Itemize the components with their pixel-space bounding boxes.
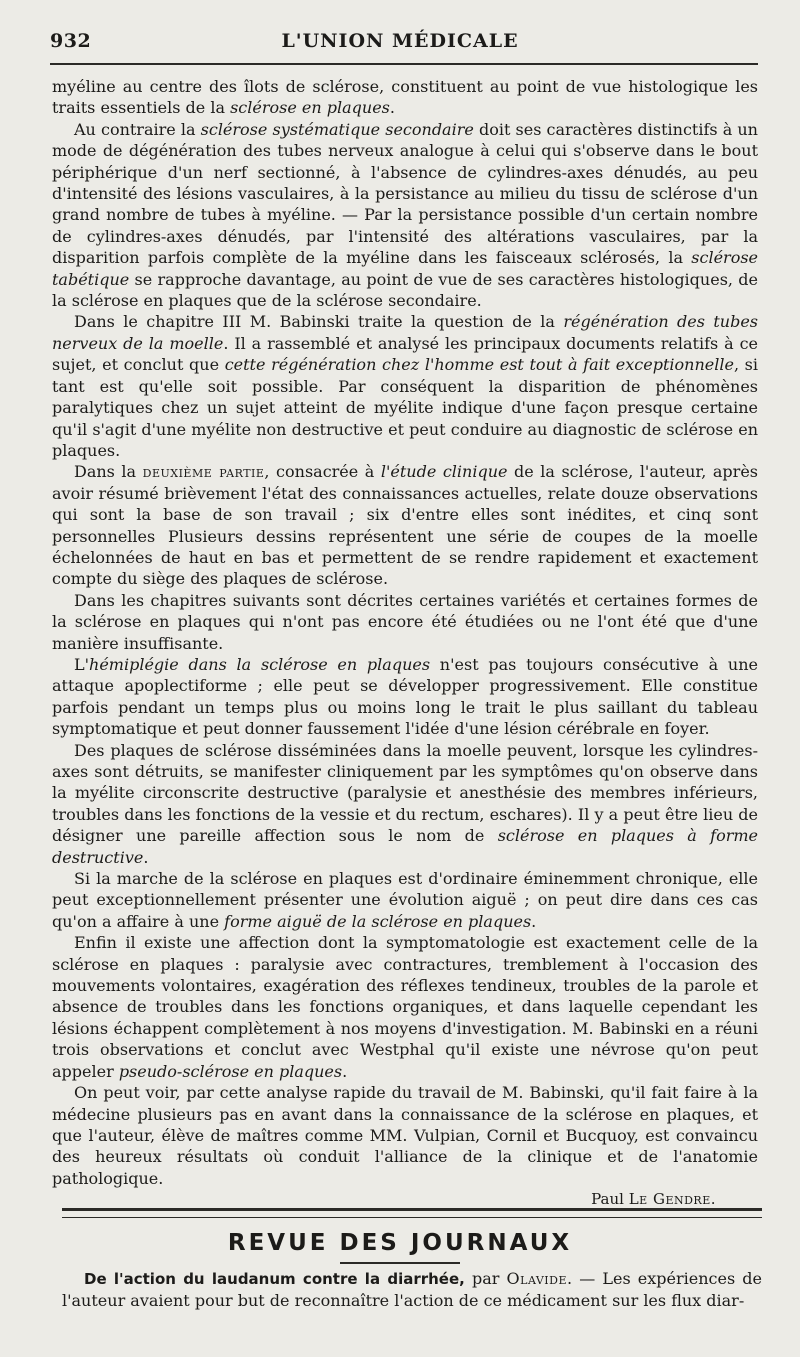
paragraph-text: Dans la: [74, 462, 143, 482]
paragraph-text: On peut voir, par cette analyse rapide du travail de M. Babinski, qu'il fait faire à la médecine plusieurs pas en avant dans la connaissance de la sclérose en plaques, et que l'auteur, élève de maîtres comme MM. Vulpian, Cornil et Bucquoy, est convaincu des heureux résultats où conduit l'alliance de la clinique et de l'anatomie pathologique.: [52, 1083, 758, 1188]
paragraph-text: Au contraire la: [74, 119, 201, 139]
paragraph-text: .: [342, 1061, 348, 1081]
small-caps-text: deuxième partie: [142, 462, 265, 482]
review-author: Olavide: [506, 1269, 568, 1288]
article-paragraph: [52, 932, 758, 1082]
article-paragraph: [52, 654, 758, 740]
paragraph-text: L': [74, 654, 90, 674]
paragraph-text: Des plaques de sclérose disséminées dans la moelle peuvent, lorsque les cylindres-axes sont détruits, se manifester cliniquement par les symptômes qu'on observe dans la myélite circonscrite destructive (paralysie et anesthésie des membres inférieurs, troubles dans les fonctions de la vessie et du rectum, eschares). Il y a peut être lieu de désigner une pareille affection sous le nom de: [52, 740, 758, 846]
italic-text: l'étude clinique: [380, 462, 508, 482]
paragraph-text: Dans les chapitres suivants sont décrites certaines variétés et certaines formes de la sclérose en plaques qui n'ont pas encore été étudiées ou ne l'ont été que d'une manière insuffisante.: [52, 590, 758, 653]
signature-last-name: Le Gendre.: [628, 1190, 716, 1209]
paragraph-text: se rapproche davantage, au point de vue de ses caractères histologiques, de la sclérose en plaques que de la sclérose secondaire.: [52, 269, 758, 311]
paragraph-text: Enfin il existe une affection dont la symptomatologie est exactement celle de la sclérose en plaques : paralysie avec contractures, tremblement à l'occasion des mouvements volontaires, exagération des réflexes tendineux, troubles de la parole et absence de troubles dans les fonctions organiques, et dans laquelle cependant les lésions échappent complètement à nos moyens d'investigation. M. Babinski en a réuni trois observations et conclut avec Westphal qu'il existe une névrose qu'on peut appeler: [52, 933, 758, 1081]
journal-review: [62, 1268, 762, 1312]
italic-text: forme aiguë de la sclérose en plaques: [224, 911, 532, 931]
running-head: [0, 30, 800, 56]
article-paragraph: [52, 590, 758, 654]
review-title: De l'action du laudanum contre la diarrhée,: [84, 1270, 465, 1288]
article-paragraph: [52, 311, 758, 461]
paragraph-text: de la sclérose, l'auteur, après avoir résumé brièvement l'état des connaissances actuelles, relate douze observations qui sont la base de son travail ; six d'entre elles sont inédites, et cinq sont personnelles Plusieurs dessins représentent une série de coupes de la moelle échelonnées de haut en bas et permettent de se rendre rapidement et exactement compte du siège des plaques de sclérose.: [52, 462, 759, 589]
article-paragraph: [52, 740, 758, 868]
article-paragraph: [52, 461, 758, 589]
review-by: par: [464, 1269, 507, 1288]
article-paragraph: [52, 1082, 758, 1189]
italic-text: sclérose en plaques: [230, 98, 390, 118]
header-rule: [50, 63, 758, 65]
italic-text: sclérose systématique secondaire: [200, 119, 474, 139]
italic-text: sclérose en plaques à forme destructive: [52, 826, 759, 867]
journal-title: L'UNION MÉDICALE: [281, 30, 519, 52]
paragraph-text: .: [531, 911, 537, 931]
article-paragraph: [52, 868, 758, 932]
paragraph-list: [52, 76, 758, 1189]
paragraph-text: .: [389, 98, 395, 118]
paragraph-text: , si tant est qu'elle soit possible. Par conséquent la disparition de phénomènes paralytiques chez un sujet atteint de myélite indique d'une façon presque certaine qu'il s'agit d'une myélite non destructive et peut conduire au diagnostic de sclérose en plaques.: [52, 355, 759, 460]
paragraph-text: .: [143, 847, 149, 867]
paragraph-text: doit ses caractères distinctifs à un mode de dégénération des tubes nerveux analogue à celui qui s'observe dans le bout périphérique d'un nerf sectionné, à l'absence de cylindres-axes dénudés, au peu d'intensité des lésions vasculaires, à la persistance au milieu du tissu de sclérose d'un grand nombre de tubes à myéline. — Par la persistance possible d'un certain nombre de cylindres-axes dénudés, par l'intensité des altérations vasculaires, par la disparition parfois complète de la myéline dans les faisceaux sclérosés, la: [52, 119, 758, 268]
article-body: [52, 76, 758, 1211]
review-text: . — Les expériences de l'auteur avaient pour but de reconnaître l'action de ce médicament sur les flux diar-: [62, 1269, 763, 1310]
paragraph-text: myéline au centre des îlots de sclérose, constituent au point de vue histologique les traits essentiels de la: [52, 77, 758, 118]
italic-text: pseudo-sclérose en plaques: [118, 1061, 343, 1081]
paragraph-text: Dans le chapitre III M. Babinski traite la question de la: [74, 312, 564, 332]
paragraph-text: Si la marche de la sclérose en plaques est d'ordinaire éminemment chronique, elle peut exceptionnellement présenter une évolution aiguë ; on peut dire dans ces cas qu'on a affaire à une: [52, 869, 758, 931]
page-number: 932: [50, 30, 92, 52]
section-divider: [62, 1208, 762, 1218]
italic-text: hémiplégie dans la sclérose en plaques: [89, 654, 431, 674]
article-paragraph: [52, 76, 758, 119]
article-paragraph: [52, 119, 758, 312]
review-paragraph: [62, 1268, 762, 1312]
section-title-underline: [340, 1262, 460, 1264]
italic-text: régénération des tubes nerveux de la moelle: [52, 312, 758, 353]
italic-text: cette régénération chez l'homme est tout à fait exceptionnelle: [224, 355, 734, 375]
section-title: REVUE DES JOURNAUX: [227, 1230, 573, 1256]
paragraph-text: . Il a rassemblé et analysé les principaux documents relatifs à ce sujet, et conclut que: [52, 333, 758, 375]
signature-first-name: Paul: [591, 1190, 624, 1209]
paragraph-text: , consacrée à: [264, 462, 381, 482]
italic-text: sclérose tabétique: [52, 248, 758, 289]
paragraph-text: n'est pas toujours consécutive à une attaque apoplectiforme ; elle peut se développer progressivement. Elle constitue parfois pendant un temps plus ou moins long le trait le plus saillant du tableau symptomatique et peut donner faussement l'idée d'une lésion cérébrale en foyer.: [52, 654, 758, 739]
